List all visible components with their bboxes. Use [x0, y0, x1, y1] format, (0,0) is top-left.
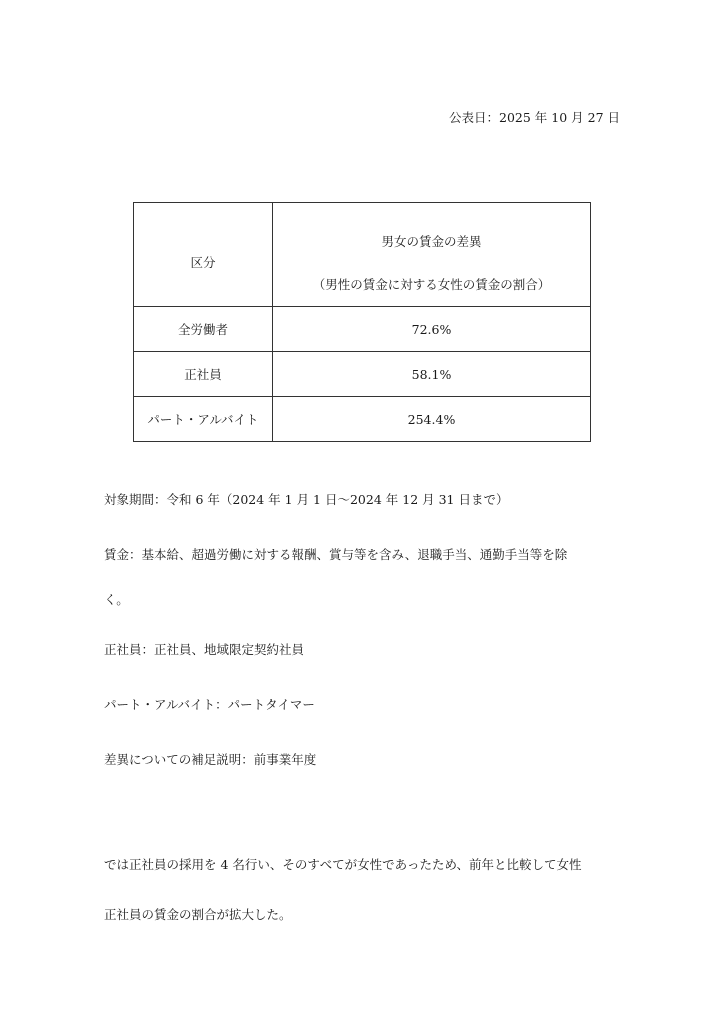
note-part-time-definition: パート・アルバイト：パートタイマー	[104, 697, 315, 712]
row-category: パート・アルバイト	[134, 397, 273, 442]
header-category	[134, 203, 273, 307]
row-value: 254.4%	[273, 397, 591, 442]
row-category: 正社員	[134, 352, 273, 397]
row-category: 全労働者	[134, 307, 273, 352]
note-wage-definition-line2: く。	[104, 592, 129, 607]
wage-gap-table	[133, 202, 591, 442]
row-value: 58.1%	[273, 352, 591, 397]
publication-date: 公表日：2025 年 10 月 27 日	[449, 110, 620, 125]
table-row	[134, 397, 591, 442]
table-header-row	[134, 203, 591, 307]
row-value: 72.6%	[273, 307, 591, 352]
note-explanation-line1: では正社員の採用を 4 名行い、そのすべてが女性であったため、前年と比較して女性	[104, 857, 582, 872]
table-row	[134, 307, 591, 352]
note-period: 対象期間：令和 6 年（2024 年 1 月 1 日～2024 年 12 月 31 日まで）	[104, 492, 509, 507]
note-supplement-heading: 差異についての補足説明：前事業年度	[104, 752, 317, 767]
note-regular-employee-definition: 正社員：正社員、地域限定契約社員	[104, 642, 305, 657]
header-gap-subtitle: （男性の賃金に対する女性の賃金の割合）	[312, 276, 551, 292]
header-category-label: 区分	[190, 255, 216, 270]
table-row	[134, 352, 591, 397]
note-explanation-line2: 正社員の賃金の割合が拡大した。	[104, 907, 292, 922]
header-gap-title: 男女の賃金の差異	[381, 233, 482, 249]
note-wage-definition-line1: 賃金：基本給、超過労働に対する報酬、賞与等を含み、退職手当、通勤手当等を除	[104, 547, 568, 562]
header-gap	[273, 203, 591, 307]
